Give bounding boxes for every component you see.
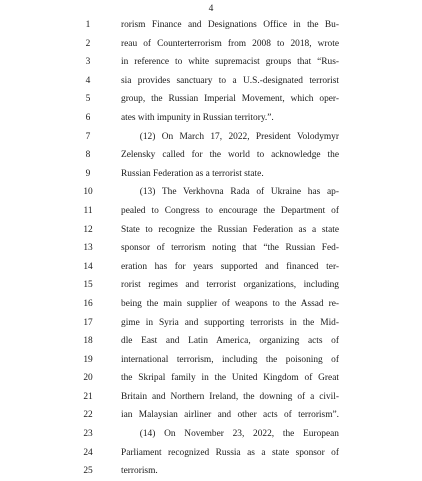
line-number: 4 — [85, 75, 91, 86]
line-text: being the main supplier of weapons to the Assad re- — [121, 298, 339, 309]
line-number: 7 — [85, 131, 91, 142]
bill-line — [0, 369, 422, 388]
line-number: 1 — [85, 20, 91, 30]
bill-line — [0, 35, 422, 54]
line-text: dle East and Latin America, organizing acts of — [121, 336, 339, 347]
line-number: 5 — [85, 94, 91, 105]
bill-line — [0, 462, 422, 481]
line-number: 22 — [83, 410, 93, 421]
line-text: (13) The Verkhovna Rada of Ukraine has ap- — [121, 187, 339, 198]
line-text: group, the Russian Imperial Movement, which oper- — [121, 94, 339, 105]
line-number: 14 — [83, 261, 93, 272]
bill-line — [0, 276, 422, 295]
bill-line — [0, 221, 422, 240]
line-text: (12) On March 17, 2022, President Volodymyr — [121, 131, 339, 142]
line-number: 24 — [83, 447, 93, 458]
line-number: 2 — [85, 38, 91, 49]
line-text: reau of Counterterrorism from 2008 to 2018, wrote — [121, 38, 339, 49]
line-text: ates with impunity in Russian territory.”. — [121, 112, 274, 123]
line-text: Russian Federation as a terrorist state. — [121, 168, 264, 179]
line-number: 19 — [83, 354, 93, 365]
line-number: 18 — [83, 336, 93, 347]
bill-line — [0, 90, 422, 109]
line-text: the Skripal family in the United Kingdom of Great — [121, 373, 339, 384]
bill-line — [0, 202, 422, 221]
bill-text-lines — [0, 16, 422, 481]
line-number: 6 — [85, 112, 91, 123]
line-text: gime in Syria and supporting terrorists in the Mid- — [121, 317, 339, 328]
line-number: 8 — [85, 150, 91, 161]
bill-line — [0, 109, 422, 128]
line-text: pealed to Congress to encourage the Department of — [121, 205, 339, 216]
bill-line — [0, 72, 422, 91]
bill-line — [0, 314, 422, 333]
line-text: international terrorism, including the poisoning of — [121, 354, 339, 365]
bill-line — [0, 444, 422, 463]
line-number: 9 — [85, 168, 91, 179]
line-number: 23 — [83, 429, 93, 440]
bill-line — [0, 146, 422, 165]
line-text: sponsor of terrorism noting that “the Russian Fed- — [121, 243, 339, 254]
line-text: eration has for years supported and financed ter- — [121, 261, 339, 272]
line-text: in reference to white supremacist groups that “Rus- — [121, 57, 339, 68]
bill-line — [0, 295, 422, 314]
bill-line — [0, 128, 422, 147]
line-number: 21 — [83, 391, 93, 402]
line-text: Zelensky called for the world to acknowledge the — [121, 150, 339, 161]
bill-line — [0, 332, 422, 351]
bill-line — [0, 16, 422, 35]
line-number: 13 — [83, 243, 93, 254]
bill-line — [0, 425, 422, 444]
line-text: (14) On November 23, 2022, the European — [121, 429, 339, 440]
line-number: 11 — [83, 205, 93, 216]
bill-line — [0, 165, 422, 184]
bill-line — [0, 351, 422, 370]
bill-line — [0, 258, 422, 277]
bill-line — [0, 53, 422, 72]
line-number: 3 — [85, 57, 91, 68]
line-number: 17 — [83, 317, 93, 328]
line-number: 10 — [83, 187, 93, 198]
bill-line — [0, 239, 422, 258]
line-text: ian Malaysian airliner and other acts of terrorism”. — [121, 410, 339, 421]
line-text: Britain and Northern Ireland, the downing of a civil- — [121, 391, 339, 402]
line-text: sia provides sanctuary to a U.S.-designated terrorist — [121, 75, 339, 86]
line-number: 15 — [83, 280, 93, 291]
bill-line — [0, 183, 422, 202]
line-number: 12 — [83, 224, 93, 235]
line-number: 20 — [83, 373, 93, 384]
line-text: rorist regimes and terrorist organizations, including — [121, 280, 339, 291]
bill-line — [0, 406, 422, 425]
line-text: terrorism. — [121, 466, 158, 477]
page-number: 4 — [208, 4, 214, 14]
bill-line — [0, 388, 422, 407]
line-text: rorism Finance and Designations Office in the Bu- — [121, 20, 339, 30]
line-number: 16 — [83, 298, 93, 309]
line-text: Parliament recognized Russia as a state sponsor of — [121, 447, 339, 458]
line-number: 25 — [83, 466, 93, 477]
line-text: State to recognize the Russian Federation as a state — [121, 224, 339, 235]
